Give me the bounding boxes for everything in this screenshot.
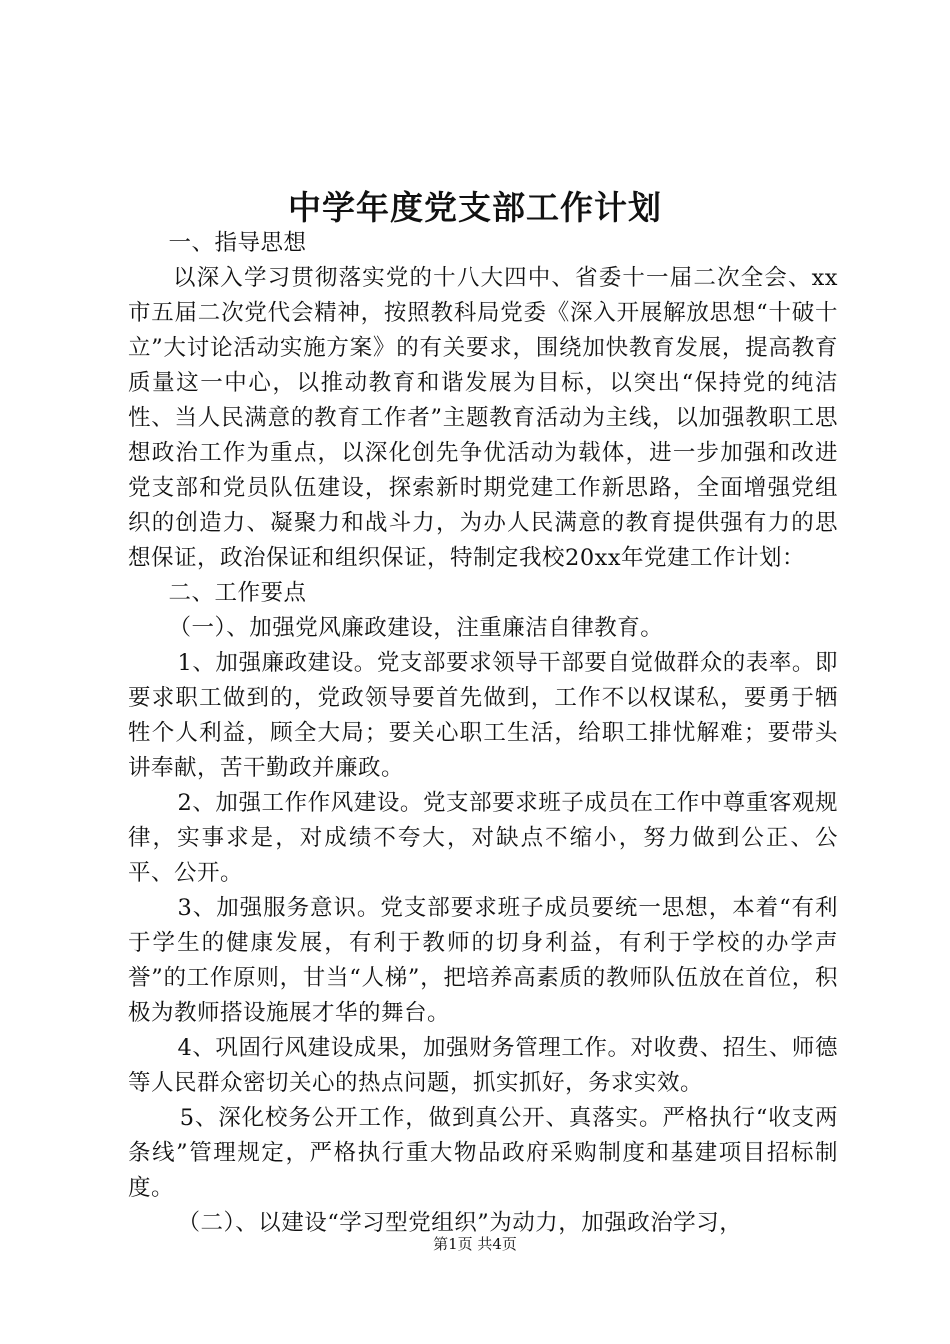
subsection-heading-1: （一）、加强党风廉政建设，注重廉洁自律教育。 xyxy=(168,615,664,641)
subsection-heading-2: （二）、以建设“学习型党组织”为动力，加强政治学习， xyxy=(177,1210,743,1236)
paragraph-item-3: 3、加强服务意识。党支部要求班子成员要统一思想，本着“有利于学生的健康发展，有利于教师的切身利益，有利于学校的办学声誉”的工作原则，甘当“人梯”，把培养高素质的教师队伍放在首位，积极为教师搭设施展才华的舞台。 xyxy=(128,895,838,1026)
paragraph-item-1: 1、加强廉政建设。党支部要求领导干部要自觉做群众的表率。即要求职工做到的，党政领导要首先做到，工作不以权谋私，要勇于牺牲个人利益，顾全大局；要关心职工生活，给职工排忧解难；要带头讲奉献，苦干勤政并廉政。 xyxy=(128,650,838,781)
document-title: 中学年度党支部工作计划 xyxy=(288,188,662,227)
paragraph-item-2: 2、加强工作作风建设。党支部要求班子成员在工作中尊重客观规律，实事求是，对成绩不夸大，对缺点不缩小，努力做到公正、公平、公开。 xyxy=(128,790,838,886)
document-body xyxy=(128,226,838,1241)
section-heading-work-points: 二、工作要点 xyxy=(168,580,307,606)
page-number-footer: 第1页 共4页 xyxy=(433,1235,517,1253)
paragraph-item-5: 5、深化校务公开工作，做到真公开、真落实。严格执行“收支两条线”管理规定，严格执行重大物品政府采购制度和基建项目招标制度。 xyxy=(128,1105,838,1201)
section-heading-guiding-ideology: 一、指导思想 xyxy=(168,230,307,256)
paragraph-item-4: 4、巩固行风建设成果，加强财务管理工作。对收费、招生、师德等人民群众密切关心的热点问题，抓实抓好，务求实效。 xyxy=(128,1035,838,1096)
paragraph-guiding-ideology: 以深入学习贯彻落实党的十八大四中、省委十一届二次全会、xx市五届二次党代会精神，按照教科局党委《深入开展解放思想“十破十立”大讨论活动实施方案》的有关要求，围绕加快教育发展，提高教育质量这一中心，以推动教育和谐发展为目标，以突出“保持党的纯洁性、当人民满意的教育工作者”主题教育活动为主线，以加强教职工思想政治工作为重点，以深化创先争优活动为载体，进一步加强和改进党支部和党员队伍建设，探索新时期党建工作新思路，全面增强党组织的创造力、凝聚力和战斗力，为办人民满意的教育提供强有力的思想保证，政治保证和组织保证，特制定我校20xx年党建工作计划： xyxy=(128,265,838,571)
